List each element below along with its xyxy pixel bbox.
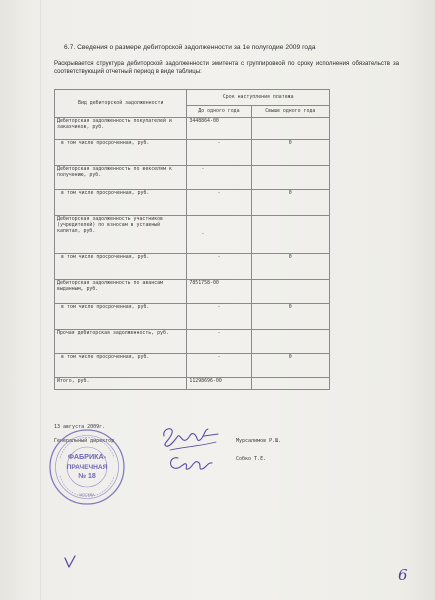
table-row bbox=[55, 330, 330, 354]
row-label: в том числе просроченная, руб. bbox=[55, 140, 187, 166]
cell-up-to-one-year: 3448864-00 bbox=[187, 118, 251, 140]
cell-up-to-one-year: - bbox=[187, 304, 251, 330]
director-signature bbox=[160, 424, 222, 454]
header-receivable-type: Вид дебиторской задолженности bbox=[55, 90, 187, 118]
table-row bbox=[55, 280, 330, 304]
row-label: Дебиторская задолженность по векселям к получению, руб. bbox=[55, 166, 187, 190]
cell-over-one-year bbox=[251, 330, 329, 354]
cell-up-to-one-year: - bbox=[187, 354, 251, 378]
stamp-text-city: МОСКВА bbox=[79, 493, 95, 497]
row-label: Итого, руб. bbox=[55, 378, 187, 390]
cell-over-one-year bbox=[251, 118, 329, 140]
cell-up-to-one-year: - bbox=[187, 140, 251, 166]
signing-date: 13 августа 2009г. bbox=[54, 424, 106, 430]
stamp-text-mid: ПРАЧЕЧНАЯ bbox=[66, 464, 108, 471]
table-row bbox=[55, 354, 330, 378]
cell-up-to-one-year: 11298696-00 bbox=[187, 378, 251, 390]
table-row bbox=[55, 190, 330, 216]
page-fold-shadow bbox=[40, 0, 41, 600]
cell-over-one-year: 0 bbox=[251, 354, 329, 378]
section-heading: 6.7. Сведения о размере дебиторской задолженности за 1е полугодие 2009 года bbox=[64, 44, 316, 51]
table-row bbox=[55, 378, 330, 390]
row-label: Прочая дебиторская задолженность, руб. bbox=[55, 330, 187, 354]
header-over-one-year: Свыше одного года bbox=[251, 106, 329, 118]
intro-paragraph: Раскрывается структура дебиторской задолженности эмитента с группировкой по сроку исполнения обязательств за соответствующий отчетный период в виде таблицы: bbox=[54, 60, 399, 75]
row-label: в том числе просроченная, руб. bbox=[55, 354, 187, 378]
row-label: Дебиторская задолженность участников (учредителей) по взносам в уставный капитал, руб. bbox=[55, 216, 187, 254]
cell-up-to-one-year: 7851758-00 bbox=[187, 280, 251, 304]
row-label: в том числе просроченная, руб. bbox=[55, 254, 187, 280]
accountant-signature bbox=[166, 452, 216, 476]
cell-up-to-one-year: - bbox=[187, 216, 251, 254]
cell-up-to-one-year: - bbox=[187, 330, 251, 354]
company-stamp bbox=[48, 428, 126, 506]
cell-over-one-year bbox=[251, 216, 329, 254]
row-label: Дебиторская задолженность по авансам выданным, руб. bbox=[55, 280, 187, 304]
cell-over-one-year: 0 bbox=[251, 304, 329, 330]
row-label: в том числе просроченная, руб. bbox=[55, 304, 187, 330]
cell-over-one-year: 0 bbox=[251, 140, 329, 166]
cell-over-one-year: 0 bbox=[251, 190, 329, 216]
check-mark-icon bbox=[64, 555, 76, 569]
header-up-to-one-year: До одного года bbox=[187, 106, 251, 118]
table-row bbox=[55, 166, 330, 190]
cell-over-one-year: 0 bbox=[251, 254, 329, 280]
accountant-name: Собко Т.Е. bbox=[236, 456, 267, 462]
row-label: в том числе просроченная, руб. bbox=[55, 190, 187, 216]
cell-up-to-one-year: - bbox=[187, 190, 251, 216]
stamp-text-num: № 18 bbox=[78, 473, 96, 480]
stamp-text-top: ФАБРИКА- bbox=[67, 452, 107, 461]
director-name: Мурсалимов Р.Ш. bbox=[236, 438, 282, 444]
table-row bbox=[55, 216, 330, 254]
header-payment-term: Срок наступления платежа bbox=[187, 90, 330, 106]
row-label: Дебиторская задолженность покупателей и заказчиков, руб. bbox=[55, 118, 187, 140]
cell-over-one-year bbox=[251, 378, 329, 390]
table-row bbox=[55, 140, 330, 166]
cell-up-to-one-year: - bbox=[187, 254, 251, 280]
cell-over-one-year bbox=[251, 166, 329, 190]
receivables-table bbox=[54, 89, 330, 390]
cell-over-one-year bbox=[251, 280, 329, 304]
table-row bbox=[55, 304, 330, 330]
table-row bbox=[55, 118, 330, 140]
cell-up-to-one-year: - bbox=[187, 166, 251, 190]
table-row bbox=[55, 254, 330, 280]
director-title: Генеральный директор bbox=[54, 438, 115, 444]
page-number: 6 bbox=[398, 566, 408, 584]
